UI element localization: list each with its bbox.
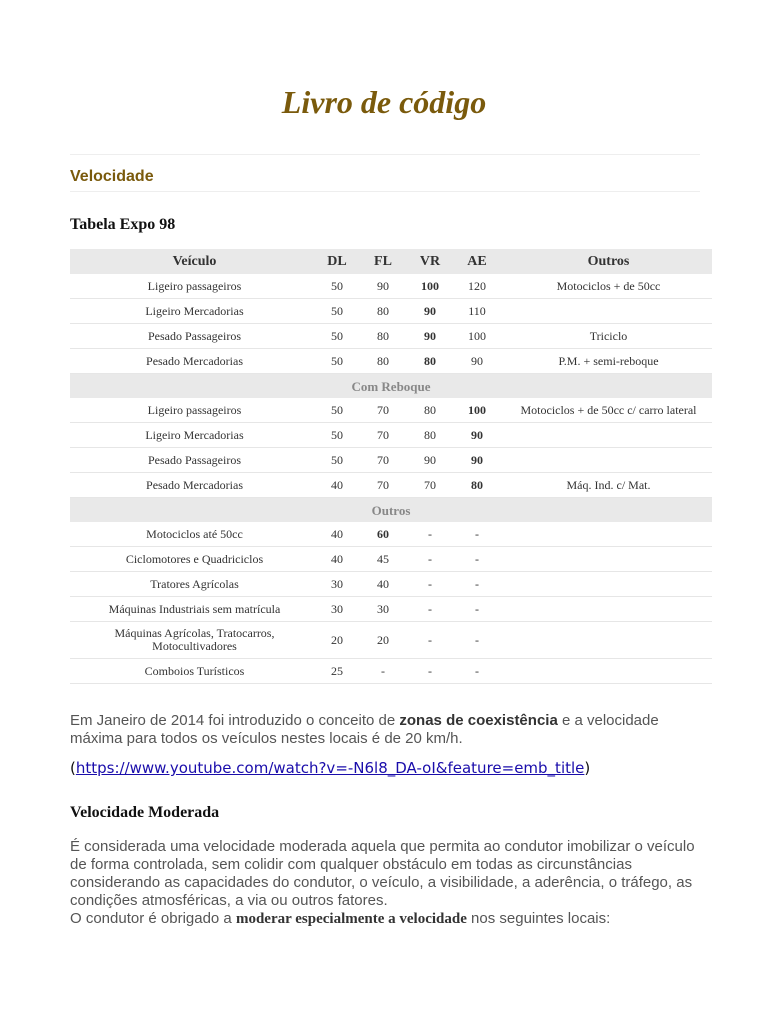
cell-dl: 50 <box>319 349 355 374</box>
cell-dl: 40 <box>319 473 355 498</box>
cell-dl: 40 <box>319 522 355 547</box>
cell-dl: 50 <box>319 423 355 448</box>
cell-fl: 70 <box>355 398 411 423</box>
cell-outros <box>505 547 712 572</box>
paragraph-text: nos seguintes locais: <box>466 910 611 927</box>
table-row <box>70 299 712 324</box>
cell-vehicle: Comboios Turísticos <box>70 659 319 684</box>
header-veiculo: Veículo <box>70 249 319 274</box>
table-row <box>70 274 712 299</box>
cell-dl: 20 <box>319 622 355 659</box>
cell-vr: 80 <box>411 423 449 448</box>
table-row <box>70 398 712 423</box>
paragraph-velocidade-moderada <box>70 838 710 928</box>
cell-ae: - <box>449 572 505 597</box>
cell-ae: - <box>449 522 505 547</box>
paren-close: ) <box>584 759 591 777</box>
table-title: Tabela Expo 98 <box>70 216 176 233</box>
cell-vr: 90 <box>411 448 449 473</box>
cell-ae: 80 <box>449 473 505 498</box>
header-outros: Outros <box>505 249 712 274</box>
cell-vehicle: Ligeiro Mercadorias <box>70 423 319 448</box>
cell-vr: 80 <box>411 398 449 423</box>
cell-vr: - <box>411 597 449 622</box>
cell-fl: 80 <box>355 349 411 374</box>
table-row <box>70 522 712 547</box>
group-label-outros: Outros <box>70 498 712 523</box>
cell-fl: 60 <box>355 522 411 547</box>
table-row <box>70 423 712 448</box>
cell-outros: Motociclos + de 50cc c/ carro lateral <box>505 398 712 423</box>
table-row <box>70 448 712 473</box>
cell-ae: 120 <box>449 274 505 299</box>
cell-fl: 30 <box>355 597 411 622</box>
cell-outros: Motociclos + de 50cc <box>505 274 712 299</box>
cell-vr: - <box>411 622 449 659</box>
paragraph-text: O condutor é obrigado a <box>70 910 236 927</box>
cell-vr: - <box>411 522 449 547</box>
cell-fl: 70 <box>355 448 411 473</box>
table-row <box>70 622 712 659</box>
cell-outros <box>505 448 712 473</box>
cell-vehicle: Ligeiro Mercadorias <box>70 299 319 324</box>
cell-fl: 70 <box>355 423 411 448</box>
header-fl: FL <box>355 249 411 274</box>
cell-outros <box>505 299 712 324</box>
cell-ae: 100 <box>449 398 505 423</box>
cell-vehicle: Máquinas Agrícolas, Tratocarros, Motocultivadores <box>70 622 319 659</box>
paragraph-text: e a velocidade máxima para todos os veículos nestes locais é de 20 km/h. <box>70 712 659 747</box>
cell-dl: 50 <box>319 448 355 473</box>
cell-fl: 20 <box>355 622 411 659</box>
table-row <box>70 547 712 572</box>
cell-vehicle: Pesado Mercadorias <box>70 473 319 498</box>
speed-table <box>70 249 712 684</box>
cell-vehicle: Máquinas Industriais sem matrícula <box>70 597 319 622</box>
section-heading: Velocidade <box>70 168 154 185</box>
cell-dl: 50 <box>319 324 355 349</box>
cell-fl: 70 <box>355 473 411 498</box>
table-group-row <box>70 374 712 399</box>
paragraph-bold-term: zonas de coexistência <box>399 712 558 729</box>
cell-vehicle: Ciclomotores e Quadriciclos <box>70 547 319 572</box>
cell-vehicle: Ligeiro passageiros <box>70 274 319 299</box>
cell-vr: 90 <box>411 299 449 324</box>
table-row <box>70 597 712 622</box>
cell-ae: 90 <box>449 423 505 448</box>
cell-vr: 70 <box>411 473 449 498</box>
page-title: Livro de código <box>281 84 487 120</box>
paragraph-bold-term: moderar especialmente a velocidade <box>235 911 467 927</box>
cell-outros: Máq. Ind. c/ Mat. <box>505 473 712 498</box>
cell-fl: 45 <box>355 547 411 572</box>
video-link[interactable]: https://www.youtube.com/watch?v=-N6l8_DA-oI&feature=emb_title <box>75 759 585 777</box>
cell-ae: 90 <box>449 448 505 473</box>
header-ae: AE <box>449 249 505 274</box>
table-row <box>70 324 712 349</box>
cell-ae: - <box>449 547 505 572</box>
cell-fl: 80 <box>355 324 411 349</box>
cell-vehicle: Tratores Agrícolas <box>70 572 319 597</box>
video-link-line <box>70 759 590 777</box>
paragraph-text: É considerada uma velocidade moderada aquela que permita ao condutor imobilizar o veículo de forma controlada, sem colidir com qualquer obstáculo em todas as circunstâncias considerando as capacidades do condutor, o veículo, a visibilidade, a aderência, o tráfego, as condições atmosféricas, a via ou outros fatores. <box>70 838 695 909</box>
cell-ae: 110 <box>449 299 505 324</box>
cell-outros: Triciclo <box>505 324 712 349</box>
cell-vr: 90 <box>411 324 449 349</box>
cell-dl: 40 <box>319 547 355 572</box>
divider <box>70 191 700 192</box>
cell-outros <box>505 659 712 684</box>
table-header-row <box>70 249 712 274</box>
cell-vehicle: Pesado Passageiros <box>70 448 319 473</box>
paren-open: ( <box>70 759 76 777</box>
cell-fl: 40 <box>355 572 411 597</box>
cell-vehicle: Motociclos até 50cc <box>70 522 319 547</box>
cell-ae: - <box>449 622 505 659</box>
cell-ae: 100 <box>449 324 505 349</box>
cell-outros <box>505 622 712 659</box>
cell-vr: - <box>411 547 449 572</box>
table-row <box>70 349 712 374</box>
table-row <box>70 659 712 684</box>
cell-outros <box>505 597 712 622</box>
cell-fl: 80 <box>355 299 411 324</box>
cell-dl: 50 <box>319 398 355 423</box>
cell-fl: - <box>355 659 411 684</box>
table-row <box>70 473 712 498</box>
cell-outros <box>505 572 712 597</box>
divider <box>70 154 700 155</box>
cell-dl: 50 <box>319 299 355 324</box>
table-row <box>70 572 712 597</box>
cell-ae: 90 <box>449 349 505 374</box>
paragraph-text: Em Janeiro de 2014 foi introduzido o conceito de <box>70 712 400 729</box>
cell-vr: - <box>411 572 449 597</box>
cell-vr: - <box>411 659 449 684</box>
table-group-row <box>70 498 712 523</box>
cell-vr: 80 <box>411 349 449 374</box>
cell-vehicle: Pesado Passageiros <box>70 324 319 349</box>
cell-dl: 25 <box>319 659 355 684</box>
cell-outros <box>505 423 712 448</box>
header-vr: VR <box>411 249 449 274</box>
cell-fl: 90 <box>355 274 411 299</box>
cell-vr: 100 <box>411 274 449 299</box>
cell-vehicle: Ligeiro passageiros <box>70 398 319 423</box>
subheading-velocidade-moderada: Velocidade Moderada <box>70 804 220 821</box>
cell-ae: - <box>449 597 505 622</box>
cell-vehicle: Pesado Mercadorias <box>70 349 319 374</box>
cell-dl: 50 <box>319 274 355 299</box>
cell-ae: - <box>449 659 505 684</box>
cell-dl: 30 <box>319 597 355 622</box>
cell-dl: 30 <box>319 572 355 597</box>
paragraph-coexistencia <box>70 712 710 748</box>
cell-outros: P.M. + semi-reboque <box>505 349 712 374</box>
header-dl: DL <box>319 249 355 274</box>
cell-outros <box>505 522 712 547</box>
group-label-com-reboque: Com Reboque <box>70 374 712 399</box>
